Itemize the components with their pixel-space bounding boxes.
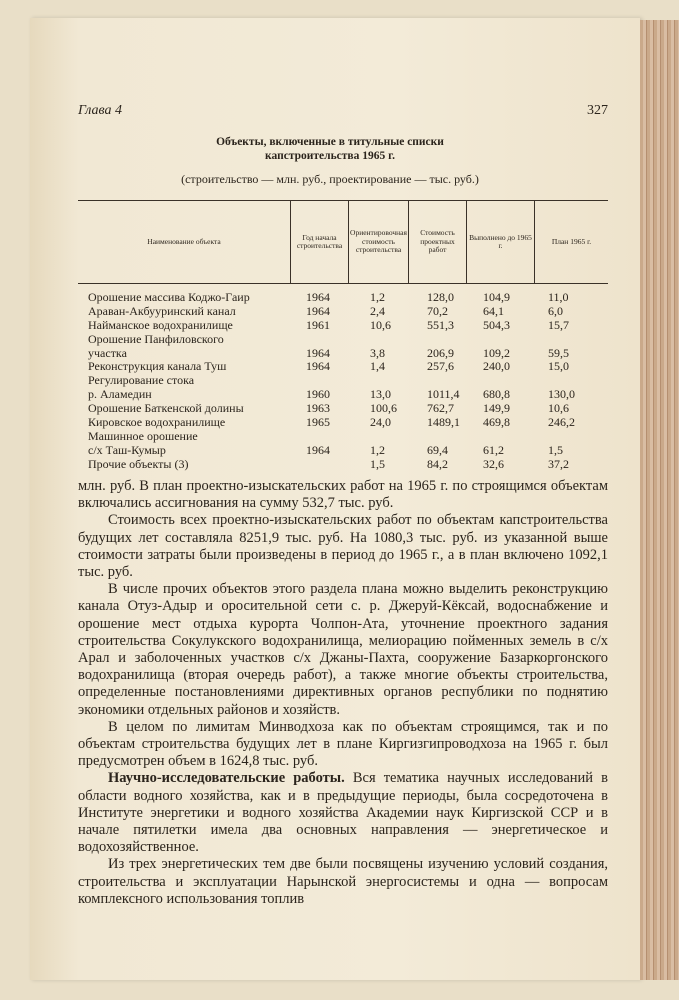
table-cell: 10,6: [370, 317, 391, 332]
table-cell: 84,2: [427, 456, 448, 471]
table-row: [78, 374, 608, 388]
column-header-start-year: Год начала строительства: [290, 201, 348, 283]
table-cell: 1,2: [370, 290, 385, 304]
chapter-label: Глава 4: [78, 103, 122, 118]
table-title-line2: капстроительства 1965 г.: [265, 150, 395, 162]
table-cell: 1,5: [548, 442, 563, 457]
table-row: [78, 416, 608, 430]
table-cell: Кировское водохранилище: [88, 415, 226, 430]
table-cell: 1963: [306, 401, 330, 416]
table-cell: Реконструкция канала Туш: [88, 359, 227, 374]
table-cell: 109,2: [483, 345, 510, 360]
table-row: [78, 347, 608, 361]
table-cell: р. Аламедин: [88, 387, 152, 402]
table-cell: Орошение Баткенской долины: [88, 401, 244, 416]
table-row: [78, 319, 608, 333]
table-cell: 680,8: [483, 387, 510, 402]
table-cell: 1961: [306, 317, 330, 332]
table-title: [120, 135, 540, 163]
column-header-plan: План 1965 г.: [534, 201, 608, 283]
table-header: [78, 200, 608, 284]
body-text: [78, 478, 608, 908]
table-cell: участка: [88, 345, 127, 360]
table-cell: 59,5: [548, 345, 569, 360]
table-cell: 1965: [306, 415, 330, 430]
table-cell: 11,0: [548, 290, 569, 304]
table-body: [78, 291, 608, 472]
table-cell: 1964: [306, 303, 330, 318]
table-row: [78, 305, 608, 319]
table-row: [78, 430, 608, 444]
table-cell: 2,4: [370, 303, 385, 318]
table-cell: 504,3: [483, 317, 510, 332]
table-row: [78, 388, 608, 402]
table-cell: 130,0: [548, 387, 575, 402]
table-cell: 13,0: [370, 387, 391, 402]
table-cell: 24,0: [370, 415, 391, 430]
table-cell: Регулирование стока: [88, 373, 195, 388]
table-cell: 149,9: [483, 401, 510, 416]
table-cell: 3,8: [370, 345, 385, 360]
table-cell: 1964: [306, 359, 330, 374]
table-cell: 64,1: [483, 303, 504, 318]
table-cell: Араван-Акбууринский канал: [88, 303, 236, 318]
section-heading: Научно-исследовательские работы.: [108, 770, 345, 787]
paragraph-2: Стоимость всех проектно-изыскательских работ по объектам капстроительства будущих лет составляла 8251,9 тыс. руб. На 1080,3 тыс. руб. из указанной выше стоимости затраты были произведены в период до 1965 г., а в план включено 1092,1 тыс. руб.: [78, 512, 608, 581]
table-cell: Найманское водохранилище: [88, 317, 233, 332]
table-row: [78, 458, 608, 472]
table-cell: 206,9: [427, 345, 454, 360]
table-cell: 61,2: [483, 442, 504, 457]
table-cell: Орошение Панфиловского: [88, 331, 224, 346]
table-cell: 100,6: [370, 401, 397, 416]
paragraph-5: [78, 770, 608, 856]
table-cell: 1964: [306, 345, 330, 360]
table-cell: 257,6: [427, 359, 454, 374]
column-header-design-cost: Стоимость проектных работ: [408, 201, 466, 283]
table-cell: 6,0: [548, 303, 563, 318]
table-row: [78, 444, 608, 458]
paragraph-5-text: Вся тематика научных исследований в области водного хозяйства, как и в предыдущие периоды, была сосредоточена в Институте энергетики и водного хозяйства Академии наук Киргизской ССР и в начале пятилетки имела два основных направления — энергетическое и водохозяйственное.: [78, 770, 608, 856]
table-cell: 1964: [306, 290, 330, 304]
table-title-line1: Объекты, включенные в титульные списки: [216, 136, 444, 148]
table-cell: 69,4: [427, 442, 448, 457]
table-cell: 1,5: [370, 456, 385, 471]
table-cell: 15,7: [548, 317, 569, 332]
paragraph-4: В целом по лимитам Минводхоза как по объектам строящимся, так и по объектам строительства будущих лет в плане Киргизгипроводхоза на 1965 г. был предусмотрен объем в 1624,8 тыс. руб.: [78, 718, 608, 770]
table-cell: 1,2: [370, 442, 385, 457]
column-header-done: Выполнено до 1965 г.: [466, 201, 534, 283]
paragraph-1: млн. руб. В план проектно-изыскательских работ на 1965 г. по строящимся объектам включались ассигнования на сумму 532,7 тыс. руб.: [78, 478, 608, 512]
table-cell: 240,0: [483, 359, 510, 374]
column-header-name: Наименование объекта: [147, 236, 221, 246]
table-cell: 1960: [306, 387, 330, 402]
table-cell: 1489,1: [427, 415, 460, 430]
page-header: [78, 103, 608, 121]
paragraph-6: Из трех энергетических тем две были посвящены изучению условий создания, строительства и эксплуатации Нарынской энергосистемы и одна — вопросам комплексного использования топлив: [78, 856, 608, 907]
table-row: [78, 360, 608, 374]
table-row: [78, 333, 608, 347]
table-cell: Машинное орошение: [88, 428, 198, 443]
table-cell: 104,9: [483, 290, 510, 304]
table-cell: 551,3: [427, 317, 454, 332]
table-cell: 246,2: [548, 415, 575, 430]
book-spine: [640, 20, 679, 980]
table-cell: 10,6: [548, 401, 569, 416]
table-cell: Орошение массива Коджо-Гаир: [88, 290, 250, 304]
column-header-est-cost: Ориентировочная стоимость строительства: [348, 201, 408, 283]
paragraph-3: В числе прочих объектов этого раздела плана можно выделить реконструкцию канала Отуз-Адыр и оросительной сети с. р. Джеруй-Кёксай, водоснабжение и орошение мест отдыха курорта Чолпон-Ата, уточнение проектного задания строительства Сокулукского водохранилища, мелиорацию пойменных земель в с/х Арал и заболоченных участков с/х Джаны-Пахта, сооружение Базаркоргонского водохранилища (вторая очередь работ), а также многие объекты строительства, определенные постановлениями директивных органов республики по поднятию экономики отдельных районов и хозяйств.: [78, 581, 608, 718]
page-number: 327: [587, 103, 608, 118]
table-subtitle: (строительство — млн. руб., проектирование — тыс. руб.): [181, 172, 479, 186]
table-cell: 70,2: [427, 303, 448, 318]
table-cell: 128,0: [427, 290, 454, 304]
table-cell: 1964: [306, 442, 330, 457]
table-cell: 469,8: [483, 415, 510, 430]
table-cell: 1,4: [370, 359, 385, 374]
table-cell: с/х Таш-Кумыр: [88, 442, 166, 457]
table-row: [78, 402, 608, 416]
table-cell: 15,0: [548, 359, 569, 374]
table-cell: Прочие объекты (3): [88, 456, 189, 471]
table-cell: 32,6: [483, 456, 504, 471]
table-row: [78, 291, 608, 305]
table-cell: 762,7: [427, 401, 454, 416]
table-cell: 37,2: [548, 456, 569, 471]
table-cell: 1011,4: [427, 387, 460, 402]
